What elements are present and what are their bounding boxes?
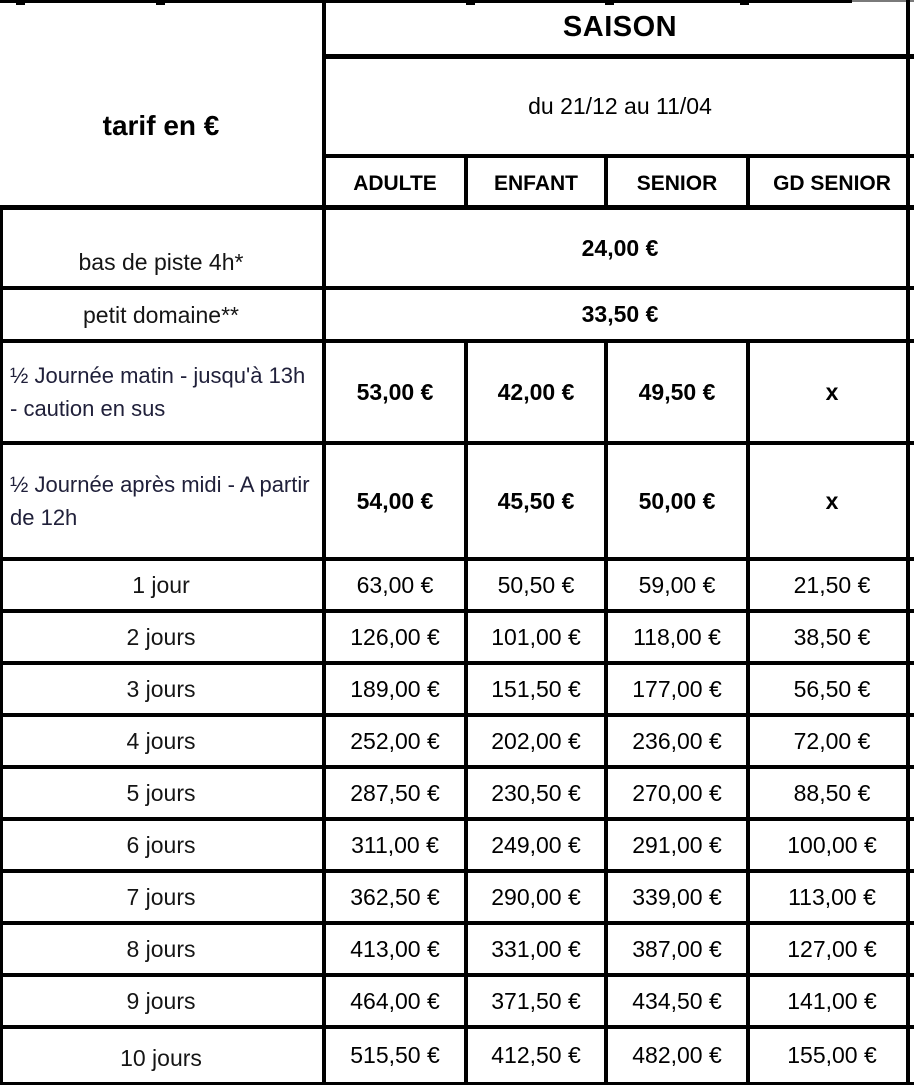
price-cell-unavailable: x [750, 343, 914, 445]
price-cell: 236,00 € [608, 717, 750, 769]
table-left-border [0, 206, 3, 1085]
price-cell: 515,50 € [326, 1029, 468, 1085]
price-cell: 53,00 € [326, 343, 468, 445]
price-cell: 339,00 € [608, 873, 750, 925]
column-header-adulte: ADULTE [326, 158, 468, 210]
price-cell: 331,00 € [468, 925, 608, 977]
cropped-gridline-tick [740, 0, 749, 5]
price-cell: 270,00 € [608, 769, 750, 821]
price-cell: 72,00 € [750, 717, 914, 769]
price-cell: 311,00 € [326, 821, 468, 873]
row-label-4-jours: 4 jours [0, 717, 326, 769]
price-cell-merged: 33,50 € [326, 290, 914, 343]
table-top-border-faint [852, 0, 914, 2]
cropped-gridline-tick [16, 0, 25, 5]
price-cell: 252,00 € [326, 717, 468, 769]
price-cell: 290,00 € [468, 873, 608, 925]
price-cell: 482,00 € [608, 1029, 750, 1085]
row-label-8-jours: 8 jours [0, 925, 326, 977]
price-cell: 230,50 € [468, 769, 608, 821]
price-cell: 50,00 € [608, 445, 750, 561]
price-cell: 42,00 € [468, 343, 608, 445]
price-cell: 50,50 € [468, 561, 608, 613]
price-cell: 413,00 € [326, 925, 468, 977]
column-header-gd-senior: GD SENIOR [750, 158, 914, 210]
row-label-10-jours: 10 jours [0, 1029, 326, 1085]
row-label-7-jours: 7 jours [0, 873, 326, 925]
table-right-border [906, 0, 910, 1085]
price-cell: 21,50 € [750, 561, 914, 613]
price-cell: 412,50 € [468, 1029, 608, 1085]
price-cell: 202,00 € [468, 717, 608, 769]
price-cell: 387,00 € [608, 925, 750, 977]
price-cell: 177,00 € [608, 665, 750, 717]
price-cell: 113,00 € [750, 873, 914, 925]
price-cell: 371,50 € [468, 977, 608, 1029]
price-cell: 88,50 € [750, 769, 914, 821]
price-cell: 45,50 € [468, 445, 608, 561]
price-cell: 127,00 € [750, 925, 914, 977]
row-label-3-jours: 3 jours [0, 665, 326, 717]
price-cell: 249,00 € [468, 821, 608, 873]
row-label-2-jours: 2 jours [0, 613, 326, 665]
price-cell: 54,00 € [326, 445, 468, 561]
price-cell: 38,50 € [750, 613, 914, 665]
cropped-gridline-tick [156, 0, 165, 5]
price-cell: 118,00 € [608, 613, 750, 665]
price-cell: 287,50 € [326, 769, 468, 821]
price-cell: 434,50 € [608, 977, 750, 1029]
price-cell: 56,50 € [750, 665, 914, 717]
column-header-enfant: ENFANT [468, 158, 608, 210]
price-cell: 100,00 € [750, 821, 914, 873]
price-cell: 101,00 € [468, 613, 608, 665]
cropped-gridline-tick [466, 0, 475, 5]
price-cell: 155,00 € [750, 1029, 914, 1085]
price-cell: 189,00 € [326, 665, 468, 717]
price-cell: 63,00 € [326, 561, 468, 613]
corner-header-tarif: tarif en € [0, 0, 326, 210]
price-cell: 464,00 € [326, 977, 468, 1029]
row-label-9-jours: 9 jours [0, 977, 326, 1029]
price-cell: 49,50 € [608, 343, 750, 445]
price-cell: 291,00 € [608, 821, 750, 873]
column-header-senior: SENIOR [608, 158, 750, 210]
price-cell-merged: 24,00 € [326, 210, 914, 290]
row-label-5-jours: 5 jours [0, 769, 326, 821]
row-label-bas-de-piste: bas de piste 4h* [0, 210, 326, 290]
row-label-demi-journee-matin: ½ Journée matin - jusqu'à 13h - caution en sus [0, 343, 326, 445]
season-header: SAISON [326, 0, 914, 59]
row-label-petit-domaine: petit domaine** [0, 290, 326, 343]
period-header: du 21/12 au 11/04 [326, 59, 914, 158]
row-label-demi-journee-apres-midi: ½ Journée après midi - A partir de 12h [0, 445, 326, 561]
price-cell: 141,00 € [750, 977, 914, 1029]
price-cell-unavailable: x [750, 445, 914, 561]
row-label-1-jour: 1 jour [0, 561, 326, 613]
price-cell: 59,00 € [608, 561, 750, 613]
price-cell: 151,50 € [468, 665, 608, 717]
table-top-border [0, 0, 852, 3]
cropped-gridline-tick [605, 0, 614, 5]
price-cell: 362,50 € [326, 873, 468, 925]
price-cell: 126,00 € [326, 613, 468, 665]
row-label-6-jours: 6 jours [0, 821, 326, 873]
